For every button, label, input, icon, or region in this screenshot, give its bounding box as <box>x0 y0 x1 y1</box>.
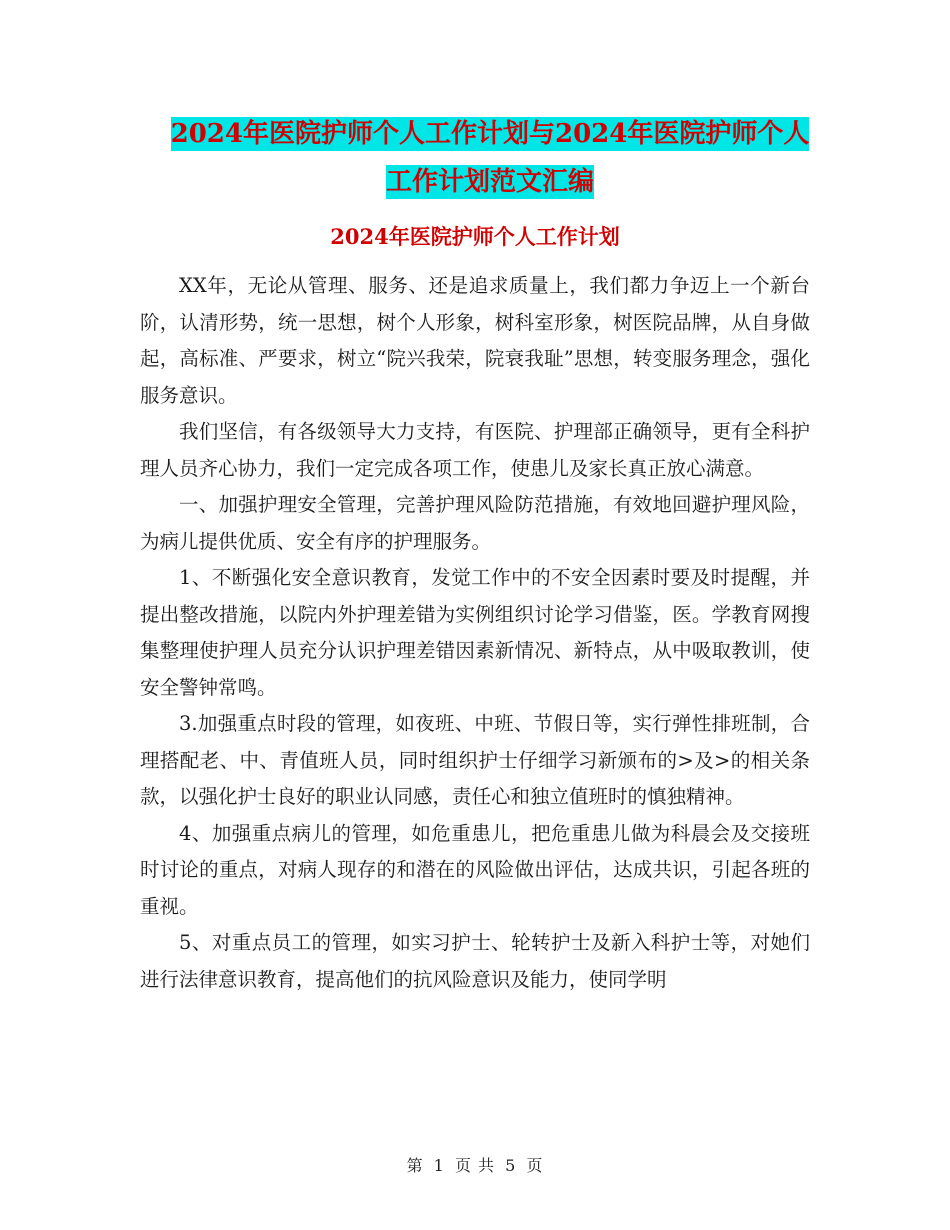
footer-suffix: 页 <box>526 1156 544 1175</box>
document-title <box>160 110 820 206</box>
document-title-text: 2024年医院护师个人工作计划与2024年医院护师个人工作计划范文汇编 <box>170 119 810 197</box>
section-title: 2024年医院护师个人工作计划 <box>330 224 620 249</box>
paragraph: 一、加强护理安全管理，完善护理风险防范措施，有效地回避护理风险，为病儿提供优质、安全有序的护理服务。 <box>140 493 810 553</box>
paragraph: 1、不断强化安全意识教育，发觉工作中的不安全因素时要及时提醒，并提出整改措施，以院内外护理差错为实例组织讨论学习借鉴，医。学教育网搜集整理使护理人员充分认识护理差错因素新情况、新特点，从中吸取教训，使安全警钟常鸣。 <box>140 566 810 699</box>
footer-page-number: 1 <box>433 1156 445 1175</box>
paragraph: 我们坚信，有各级领导大力支持，有医院、护理部正确领导，更有全科护理人员齐心协力，我们一定完成各项工作，使患儿及家长真正放心满意。 <box>140 420 810 480</box>
paragraph: XX年，无论从管理、服务、还是追求质量上，我们都力争迈上一个新台阶，认清形势，统一思想，树个人形象，树科室形象，树医院品牌，从自身做起，高标准、严要求，树立“院兴我荣，院衰我耻”思想，转变服务理念，强化服务意识。 <box>140 274 810 407</box>
footer-prefix: 第 <box>406 1156 424 1175</box>
footer-total-pages: 5 <box>505 1156 517 1175</box>
paragraph: 4、加强重点病儿的管理，如危重患儿，把危重患儿做为科晨会及交接班时讨论的重点，对病人现存的和潜在的风险做出评估，达成共识，引起各班的重视。 <box>140 821 810 918</box>
paragraph: 5、对重点员工的管理，如实习护士、轮转护士及新入科护士等，对她们进行法律意识教育，提高他们的抗风险意识及能力，使同学明 <box>140 931 810 991</box>
footer-middle: 页 共 <box>454 1156 496 1175</box>
page-footer <box>0 1153 950 1176</box>
document-body <box>140 268 810 998</box>
paragraph: 3.加强重点时段的管理，如夜班、中班、节假日等，实行弹性排班制，合理搭配老、中、青值班人员，同时组织护士仔细学习新颁布的>及>的相关条款，以强化护士良好的职业认同感，责任心和独立值班时的慎独精神。 <box>140 712 810 808</box>
